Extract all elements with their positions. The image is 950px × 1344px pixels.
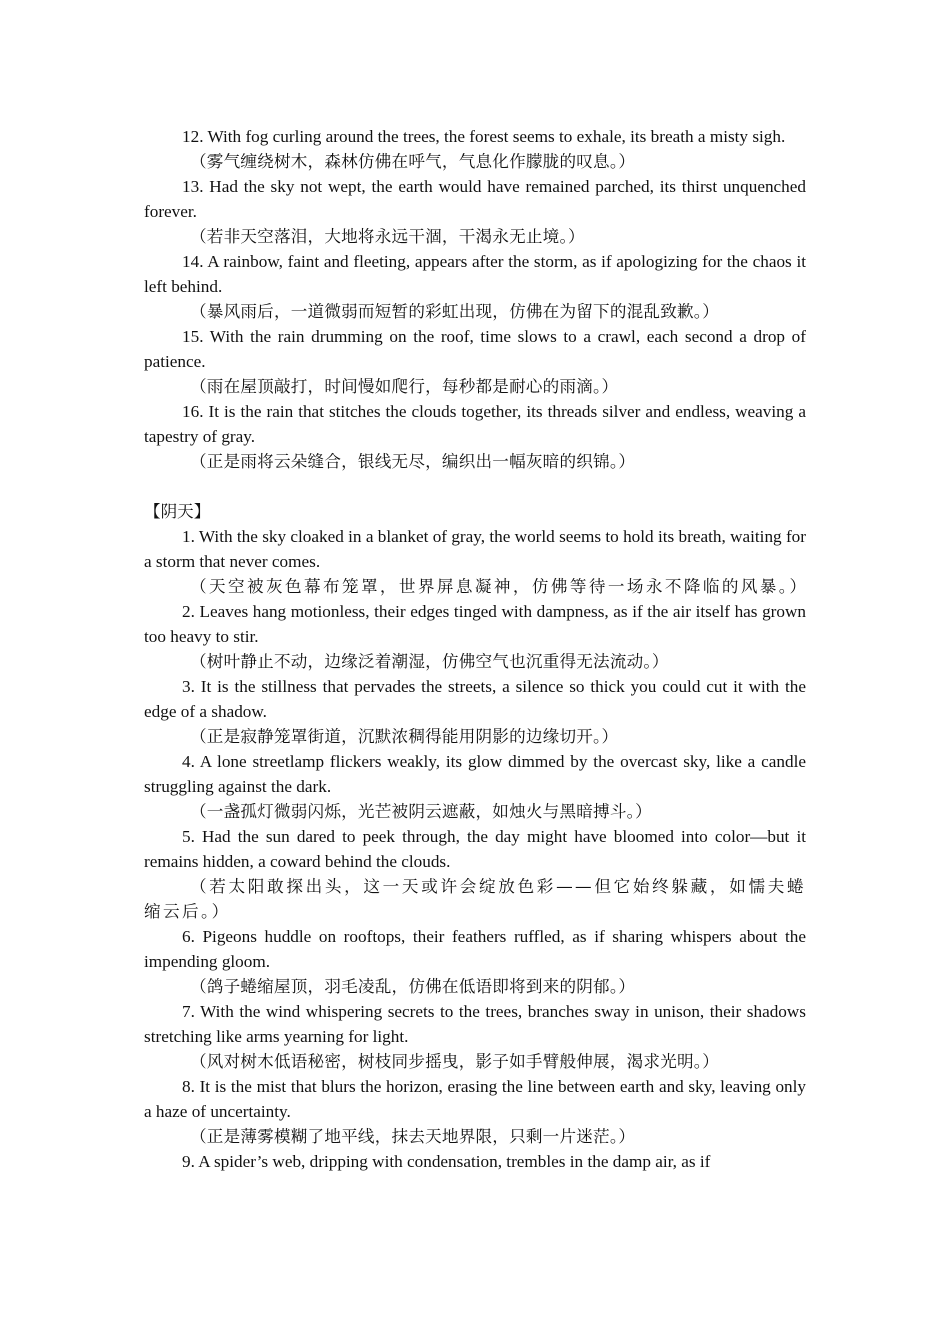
- document-page: [144, 124, 809, 1174]
- section-heading-overcast: 【阴天】: [144, 502, 211, 521]
- overcast-en-1: 1. With the sky cloaked in a blanket of gray, the world seems to hold its breath, waiting for a storm that never comes.: [144, 527, 806, 571]
- sentence-zh-15: （雨在屋顶敲打，时间慢如爬行，每秒都是耐心的雨滴。）: [190, 377, 619, 396]
- sentence-zh-14: （暴风雨后，一道微弱而短暂的彩虹出现，仿佛在为留下的混乱致歉。）: [190, 302, 720, 321]
- sentence-en-15: 15. With the rain drumming on the roof, time slows to a crawl, each second a drop of patience.: [144, 327, 806, 371]
- overcast-zh-7: （风对树木低语秘密，树枝同步摇曳，影子如手臂般伸展，渴求光明。）: [190, 1052, 720, 1071]
- overcast-zh-5: （若太阳敢探出头，这一天或许会绽放色彩——但它始终躲藏，如懦夫蜷缩云后。）: [144, 877, 806, 921]
- overcast-en-5: 5. Had the sun dared to peek through, the day might have bloomed into color—but it remains hidden, a coward behind the clouds.: [144, 827, 806, 871]
- sentence-zh-12: （雾气缠绕树木，森林仿佛在呼气，气息化作朦胧的叹息。）: [190, 152, 636, 171]
- sentence-en-14: 14. A rainbow, faint and fleeting, appears after the storm, as if apologizing for the chaos it left behind.: [144, 252, 806, 296]
- sentence-zh-16: （正是雨将云朵缝合，银线无尽，编织出一幅灰暗的织锦。）: [190, 452, 636, 471]
- overcast-zh-6: （鸽子蜷缩屋顶，羽毛凌乱，仿佛在低语即将到来的阴郁。）: [190, 977, 636, 996]
- sentence-en-12: 12. With fog curling around the trees, the forest seems to exhale, its breath a misty sigh.: [182, 127, 786, 146]
- overcast-zh-3: （正是寂静笼罩街道，沉默浓稠得能用阴影的边缘切开。）: [190, 727, 619, 746]
- overcast-en-9: 9. A spider’s web, dripping with condensation, trembles in the damp air, as if: [182, 1152, 711, 1171]
- overcast-zh-2: （树叶静止不动，边缘泛着潮湿，仿佛空气也沉重得无法流动。）: [190, 652, 669, 671]
- overcast-zh-1: （天空被灰色幕布笼罩，世界屏息凝神，仿佛等待一场永不降临的风暴。）: [190, 577, 809, 596]
- sentence-en-16: 16. It is the rain that stitches the clouds together, its threads silver and endless, weaving a tapestry of gray.: [144, 402, 806, 446]
- overcast-zh-8: （正是薄雾模糊了地平线，抹去天地界限，只剩一片迷茫。）: [190, 1127, 636, 1146]
- overcast-en-2: 2. Leaves hang motionless, their edges tinged with dampness, as if the air itself has grown too heavy to stir.: [144, 602, 806, 646]
- overcast-en-6: 6. Pigeons huddle on rooftops, their feathers ruffled, as if sharing whispers about the impending gloom.: [144, 927, 806, 971]
- overcast-en-7: 7. With the wind whispering secrets to the trees, branches sway in unison, their shadows stretching like arms yearning for light.: [144, 1002, 806, 1046]
- overcast-en-3: 3. It is the stillness that pervades the streets, a silence so thick you could cut it with the edge of a shadow.: [144, 677, 806, 721]
- section-spacer: [144, 474, 806, 499]
- overcast-en-8: 8. It is the mist that blurs the horizon, erasing the line between earth and sky, leaving only a haze of uncertainty.: [144, 1077, 806, 1121]
- sentence-en-13: 13. Had the sky not wept, the earth would have remained parched, its thirst unquenched forever.: [144, 177, 806, 221]
- overcast-en-4: 4. A lone streetlamp flickers weakly, its glow dimmed by the overcast sky, like a candle struggling against the dark.: [144, 752, 806, 796]
- sentence-zh-13: （若非天空落泪，大地将永远干涸，干渴永无止境。）: [190, 227, 585, 246]
- overcast-zh-4: （一盏孤灯微弱闪烁，光芒被阴云遮蔽，如烛火与黑暗搏斗。）: [190, 802, 652, 821]
